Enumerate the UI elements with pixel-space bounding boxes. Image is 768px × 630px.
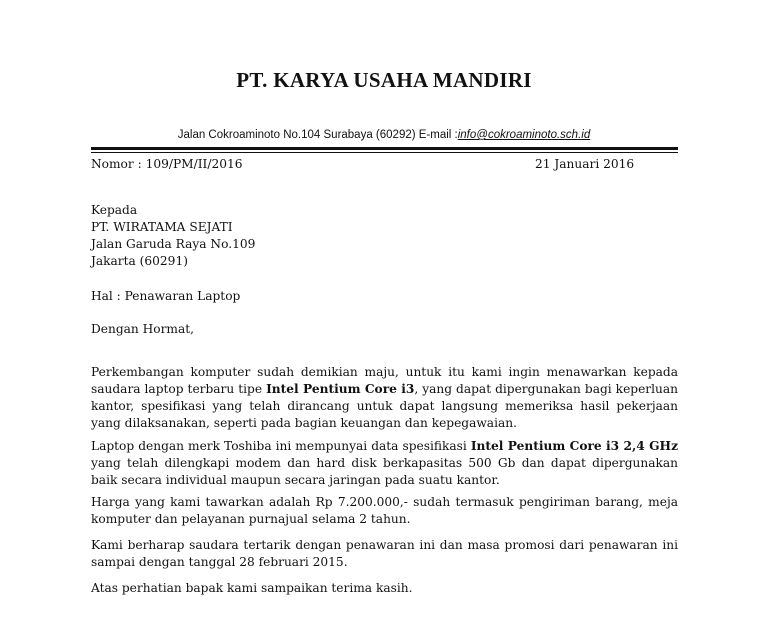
p2-text-a: Laptop dengan merk Toshiba ini mempunyai data spesifikasi <box>91 439 471 453</box>
p1-text-b: , yang dapat dipergunakan bagi keperluan kantor, spesifikasi yang telah dirancang untuk dapat langsung memeriksa hasil pekerjaan yang dilaksanakan, seperti pada bagian keuangan dan kepegawaian. <box>91 382 678 430</box>
company-name: PT. KARYA USAHA MANDIRI <box>236 68 532 92</box>
p2-text-b: yang telah dilengkapi modem dan hard disk berkapasitas 500 Gb dan dapat dipergunakan baik secara individual maupun secara jaringan pada suatu kantor. <box>91 456 678 487</box>
letter-date: 21 Januari 2016 <box>535 157 635 171</box>
p1-product: Intel Pentium Core i3 <box>266 382 415 396</box>
recipient-city: Jakarta (60291) <box>91 254 188 268</box>
body-paragraph-5: Atas perhatian bapak kami sampaikan terima kasih. <box>91 581 413 595</box>
body-paragraph-2 <box>91 438 678 489</box>
p2-spec: Intel Pentium Core i3 2,4 GHz <box>470 439 678 453</box>
body-paragraph-1 <box>91 364 678 432</box>
letter-number: Nomor : 109/PM/II/2016 <box>91 157 243 171</box>
recipient-name: PT. WIRATAMA SEJATI <box>91 220 233 234</box>
body-paragraph-3: Harga yang kami tawarkan adalah Rp 7.200.000,- sudah termasuk pengiriman barang, meja komputer dan pelayanan purnajual selama 2 tahun. <box>91 495 678 526</box>
letterhead-rule-thin <box>91 152 678 153</box>
address-text: Jalan Cokroaminoto No.104 Surabaya (60292) E-mail : <box>177 129 458 141</box>
p1-text-a: Perkembangan komputer sudah demikian maju, untuk itu kami ingin menawarkan kepada saudara laptop terbaru tipe <box>91 365 678 396</box>
letter-greeting: Dengan Hormat, <box>91 322 195 336</box>
company-address <box>0 129 768 141</box>
letterhead-rule-thick <box>91 147 678 150</box>
recipient-kepada: Kepada <box>91 203 138 217</box>
email-link[interactable]: info@cokroaminoto.sch.id <box>457 129 591 141</box>
letter-subject: Hal : Penawaran Laptop <box>91 289 241 303</box>
body-paragraph-4: Kami berharap saudara tertarik dengan penawaran ini dan masa promosi dari penawaran ini sampai dengan tanggal 28 februari 2015. <box>91 538 678 569</box>
recipient-street: Jalan Garuda Raya No.109 <box>91 237 256 251</box>
